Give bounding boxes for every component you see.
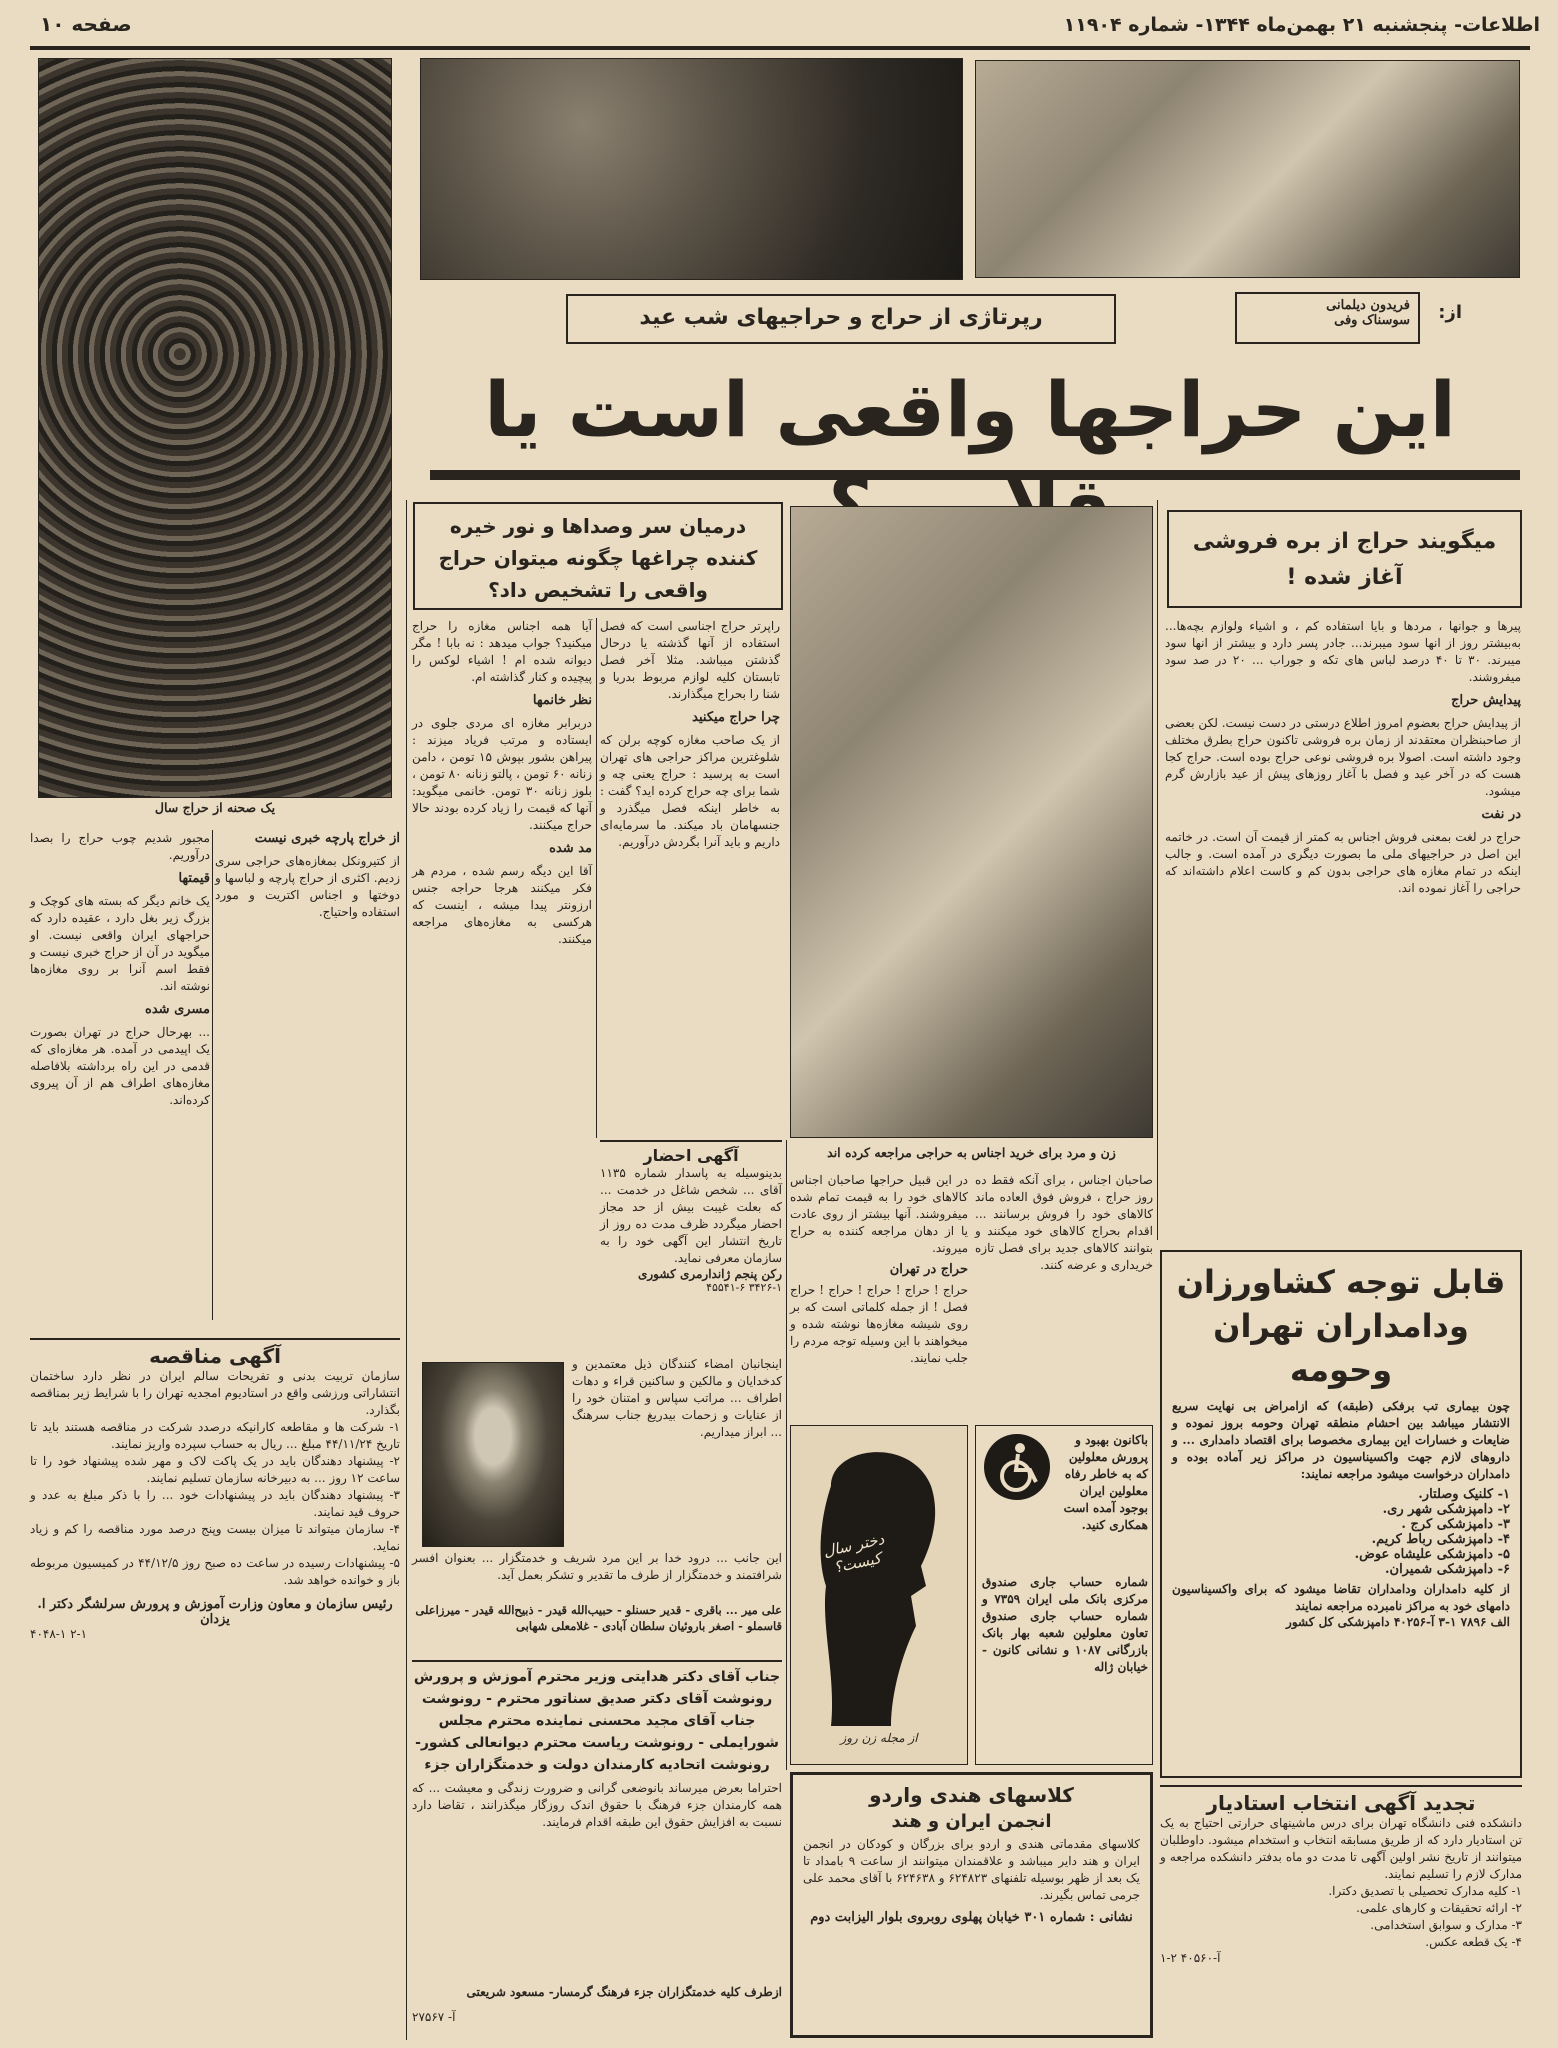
col4-para-3: ... بهرحال حراج در تهران بصورت یک اپیدمی در آمده. هر مغازه‌ای که قدمی در این راه برداشته بلافاصله مغازه‌های اطراف هم از آن پیروی کرده‌اند.	[30, 1025, 210, 1107]
lower-subhead: حراج در تهران	[889, 1262, 968, 1277]
col1-subhead-2: در نفت	[1481, 807, 1521, 822]
ad-handicapped	[975, 1425, 1153, 1765]
article-column-2	[600, 618, 780, 1138]
ad-women-caption: از مجله زن روز	[840, 1731, 918, 1745]
notice-monaqese-sign: رئیس سازمان و معاون وزارت آموزش و پرورش سرلشگر دکتر ا. یزدان	[37, 1597, 393, 1627]
ad-hindi-title: کلاسهای هندی واردو	[869, 1783, 1074, 1807]
ad-ostad-title: تجدید آگهی انتخاب استادیار	[1206, 1791, 1476, 1815]
ad-ostad-item-4: ۴- یک قطعه عکس.	[1425, 1935, 1522, 1949]
col3-para-1: آیا همه اجناس مغازه را حراج میکنید؟ جواب میدهد : نه بابا ! مگر دیوانه شده ام ! اشیاء لوکس را پیچیده و کنار گذاشته ام.	[412, 619, 592, 684]
col4-para-4: از کتیرونکل بمغازه‌های حراجی سری زدیم. اکثری از حراج پارچه و لباسها و دوختها و اجناس اکتریت و مورد استفاده واحتیاج.	[215, 854, 400, 919]
portrait-photo	[422, 1362, 564, 1547]
kicker-box: رپرتاژی از حراج و حراجیهای شب عید	[566, 294, 1116, 344]
author-1: فریدون دیلمانی	[1326, 298, 1410, 313]
byline-prefix: از:	[1438, 302, 1462, 323]
obituary-text-2: این جانب ... درود خدا بر این مرد شریف و خدمتگزار ... بعنوان افسر شرافتمند و خدمتگزار از طرف ما تقدیر و تشکر بعمل آید.	[412, 1551, 782, 1582]
photo-top-right	[975, 60, 1520, 278]
col1-para-3: حراج در لغت بمعنی فروش اجناس به کمتر از قیمت آن است. در خاتمه این اصل در حراجیهای ملی ما بصورت دیگری در آمده است. و جالب اینکه در تمام مغازه های حراجی بدون کم و کاست اعلام داشته‌اند که حراجی را آغاز نموده اند.	[1165, 830, 1521, 895]
ad-farmers-center-4: ۴- دامپزشکی رباط کریم.	[1371, 1532, 1510, 1547]
ad-farmers-center-2: ۲- دامپزشکی شهر ری.	[1382, 1502, 1510, 1517]
article-column-3	[412, 618, 592, 1138]
ad-ostad-item-3: ۳- مدارک و سوابق استخدامی.	[1370, 1918, 1522, 1932]
ad-farmers-center-3: ۳- دامپزشکی کرج .	[1401, 1517, 1510, 1532]
wheelchair-icon	[982, 1432, 1052, 1502]
col4-subhead-1: قیمتها	[178, 871, 210, 886]
col4-para-2: یک خانم دیگر که بسته های کوچک و بزرگ زیر بغل دارد ، عقیده دارد که حراجهای ایران واقعی نیست. او میگوید در آن از حراج خبری نیست و فقط اسم آنرا بر روی مغازه‌ها نوشته اند.	[30, 894, 210, 993]
ad-farmers-center-5: ۵- دامپزشکی علیشاه عوض.	[1354, 1547, 1510, 1562]
notice-monaqese-item-4: ۴- سازمان میتواند تا میزان بیست وپنج درصد مورد مناقصه را کم و زیاد نماید.	[30, 1522, 400, 1553]
byline-box	[1235, 292, 1420, 344]
col3-para-3: آقا این دیگه رسم شده ، مردم هر فکر میکنند هرجا حراجه جنس ارزونتر پیدا میشه ، اینست که هرکسی به مغازه‌های مراجعه میکنند.	[412, 864, 592, 946]
notice-hozur-sign: رکن پنجم ژاندارمری کشوری	[637, 1267, 782, 1281]
thanks-sign: ازطرف کلیه خدمتگزاران جزء فرهنگ گرمسار- مسعود شریعتی	[466, 1985, 782, 1999]
page-number: صفحه ۱۰	[40, 12, 132, 36]
column-rule-1	[1157, 500, 1158, 1240]
caption-center-photo: زن و مرد برای خرید اجناس به حراجی مراجعه کرده اند	[827, 1145, 1116, 1160]
box-left-heading: درمیان سر وصداها و نور خیره کننده چراغها چگونه میتوان حراج واقعی را تشخیص داد؟	[413, 502, 783, 610]
notice-monaqese	[30, 1338, 400, 2038]
ad-ostad-item-2: ۲- ارائه تحقیقات و کارهای علمی.	[1356, 1901, 1522, 1915]
ad-farmers-title-1: قابل توجه کشاورزان	[1176, 1263, 1506, 1301]
ad-handicapped-head: باکانون بهبود و پرورش معلولین که به خاطر رفاه معلولین ایران بوجود آمده است همکاری کنید.	[1063, 1433, 1148, 1532]
col3-para-2: دربرابر مغازه ای مردی جلوی در ایستاده و مرتب فریاد میزند : پیراهن بشور بپوش ۱۵ تومن ، دامن زنانه ۶۰ تومن ، پالتو زنانه ۸۰ تومن ، بلوز زنانه ۳۰ تومن. خانمی میگوید: آنها که قیمت را زیاد کرده بودند حالا حراج میکنند.	[412, 716, 592, 832]
notice-hozur	[600, 1140, 782, 1362]
lower-para-3: حراج ! حراج ! حراج ! حراج ! حراج فصل ! از جمله کلماتی است که بر روی شیشه مغازه‌ها نوشته شده و میخواهند با این وسیله توجه مردم را جلب نمایند.	[790, 1283, 968, 1365]
column-rule-2	[596, 618, 597, 1138]
ad-ostad-body: دانشکده فنی دانشگاه تهران برای درس ماشینهای حرارتی احتیاج به یک تن استادیار دارد که از طریق مسابقه انتخاب و استخدام میشود. داوطلبان میتوانند از تاریخ نشر اولین آگهی تا مدت دو ماه بدفتر دانشکده مراجعه و مدارک لازم را تسلیم نمایند.	[1160, 1816, 1522, 1881]
col3-subhead-2: مد شده	[549, 841, 592, 856]
ad-farmers	[1160, 1250, 1522, 1778]
col4-para-1: مجبور شدیم چوب حراج را بصدا درآوریم.	[30, 831, 210, 862]
ad-farmers-body: چون بیماری تب برفکی (طبقه) که ازامراض بی نهایت سریع الانتشار میباشد بین احشام منطقه تهران وحومه بروز نموده و ضایعات و خسارات این بیماری مخصوصا برای اقتصاد دامداری ... و داروهای لازم جهت واکسیناسیون در مراکز زیر آماده بوده و دامداران درخواست میشود مراجعه نمایند:	[1172, 1399, 1510, 1481]
column-rule-4	[212, 830, 213, 1320]
ad-farmers-footer: از کلیه دامداران ودامداران تقاضا میشود که برای واکسیناسیون دامهای خود به مراکز نامبرده مراجعه نمایند	[1172, 1582, 1510, 1613]
article-column-1	[1165, 618, 1521, 1258]
obituary-text-1: اینجانبان امضاء کنندگان ذیل معتمدین و کدخدایان و مالکین و ساکنین قراء و دهات اطراف ... مراتب سپاس و امتنان خود را از عنایات و زحمات بیدریغ جناب سرهنگ ... ابراز میداریم.	[572, 1357, 782, 1439]
ad-hindi	[790, 1772, 1153, 2038]
notice-monaqese-item-3: ۳- پیشنهاد دهندگان باید در پیشنهادات خود ... را با ذکر مبلغ به عدد و حروف قید نمایند.	[30, 1488, 400, 1519]
notice-monaqese-title: آگهی مناقصه	[149, 1344, 281, 1368]
photo-left-crowd	[38, 58, 392, 798]
notice-hozur-body: بدینوسیله به پاسدار شماره ۱۱۳۵ آقای ... شخص شاغل در خدمت ... که بعلت غیبت بیش از حد مجاز احضار میگردد ظرف مدت ده روز از تاریخ انتشار این آگهی خود را به سازمان معرفی نماید.	[600, 1166, 782, 1265]
thanks-title: جناب آقای دکتر هدایتی وزیر محترم آموزش و پرورش رونوشت آقای دکتر صدیق سناتور محترم - رونوشت جناب آقای مجید محسنی نماینده محترم مجلس شورایملی - رونوشت ریاست محترم دیوانعالی کشور- رونوشت اتحادیه کارمندان دولت و خدمتگزاران جزء	[412, 1660, 782, 1775]
col2-para-2: از یک صاحب مغازه کوچه برلن که شلوغترین مراکز حراجی های تهران است به پرسید : حراج یعنی چه و شما برای چه حراج کرده اید؟ گفت : به خاطر اینکه فصل میگذرد و جنسهامان باد میکند. ما سرمایه‌ای داریم و باید آنرا بگردش درآوریم.	[600, 733, 780, 849]
ad-ostad-item-1: ۱- کلیه مدارک تحصیلی با تصدیق دکترا.	[1328, 1884, 1522, 1898]
notice-hozur-ref: ۳۴۲۶-۱ ۴۵۵۴۱-۶	[706, 1281, 782, 1294]
article-column-5	[215, 830, 400, 1320]
ad-ostad	[1160, 1785, 1522, 2038]
column-rule-3	[406, 500, 407, 2040]
lower-para-2: در این قبیل حراجها صاحبان اجناس کالاهای خود را به قیمت تمام شده میفروشند. آنها بیشتر از روی عادت یا از دهان مراجعه کننده به حراج میروند.	[790, 1173, 968, 1255]
ad-hindi-body: کلاسهای مقدماتی هندی و اردو برای بزرگان و کودکان در انجمن ایران و هند دایر میباشد و علاقمندان میتوانند از ساعت ۹ بامداد تا یک بعد از ظهر بوسیله تلفنهای ۶۲۴۸۲۳ و ۶۲۴۶۳۸ با آقای محمد علی جرمی تماس بگیرند.	[803, 1837, 1141, 1902]
article-column-4	[30, 830, 210, 1320]
col1-para-2: از پیدایش حراج بعضوم امروز اطلاع درستی در دست نیست. لکن بعضی از صاحبنظران معتقدند از زمان بره فروشی تاکنون حراج بطرق مختلف وجود داشته است. اصولا بره فروشی نوعی حراج بوده است. حراج کجا هست که در آخر عید و فصل با آغاز روزهای پیش از عید بازارش گرم میشود.	[1165, 716, 1521, 798]
caption-left-photo: یک صحنه از حراج سال	[154, 800, 276, 815]
col2-subhead-1: چرا حراج میکنید	[692, 710, 780, 725]
lower-para-1: صاحبان اجناس ، برای آنکه فقط ده روز حراج ، فروش فوق العاده ماند کالاهای خود را فروش برسانند ... اقدام بحراج کالاهای خود میکنند و بتوانند کالاهای جدید برای فصل تازه خریداری و عرضه کنند.	[975, 1173, 1153, 1272]
masthead-info: اطلاعات- پنجشنبه ۲۱ بهمن‌ماه ۱۳۴۴- شماره ۱۱۹۰۴	[1063, 14, 1540, 36]
col3-subhead-1: نظر خانمها	[532, 693, 592, 708]
col4-subhead-2: مسری شده	[145, 1002, 210, 1017]
photo-center-shoppers	[790, 506, 1153, 1138]
lower-article-left	[790, 1172, 968, 1422]
col2-para-1: راپرتر حراج اجناسی است که فصل استفاده از آنها گذشته یا درحال گذشتن میباشد. مثلا آخر فصل تابستان کلیه لوازم مربوط بدریا و شنا را بحراج میگذارند.	[600, 619, 780, 701]
thanks-body: احتراما بعرض میرساند بانوضعی گرانی و ضرورت زندگی و معیشت ... که همه کارمندان جزء فرهنگ با حقوق اندک روزگار میگذرانند ، تقاضا دارد نسبت به افزایش حقوق این طبقه اقدام فرمایند.	[412, 1781, 782, 1829]
ad-farmers-ref: الف ۷۸۹۶ ۱-۳ آ-۴۰۲۵۶ دامپزشکی کل کشور	[1286, 1615, 1510, 1629]
main-headline: این حراجها واقعی است یا	[484, 365, 1456, 454]
notice-monaqese-ref: ۲-۱ ۴۰۴۸-۱	[30, 1627, 88, 1641]
headline-rule	[430, 470, 1520, 480]
author-2: سوسناک وفی	[1334, 313, 1410, 328]
ad-handicapped-body: شماره حساب جاری صندوق مرکزی بانک ملی ایران ۷۳۵۹ و شماره حساب جاری صندوق تعاون معلولین شعبه بهار بانک بازرگانی ۱۰۸۷ و نشانی کانون - خیابان ژاله	[982, 1575, 1148, 1674]
ad-farmers-center-1: ۱- کلنیک وصلتار.	[1418, 1487, 1510, 1502]
notice-monaqese-body: سازمان تربیت بدنی و تفریحات سالم ایران در نظر دارد ساختمان انتشاراتی ورزشی واقع در استادیوم امجدیه تهران را با شرایط زیر بمناقصه بگذارد.	[30, 1369, 400, 1417]
column-rule-5	[786, 1140, 787, 1770]
box-right-heading: میگویند حراج از بره فروشی آغاز شده !	[1167, 510, 1522, 608]
col1-para-1: پیرها و جوانها ، مردها و بایا استفاده کم ، و اشیاء ولوازم بچه‌ها... به‌بیشتر روز از انها سود میبرند... جادر پسر دارد و بیشتر از انها سود میبرند. ۳۰ تا ۴۰ درصد لباس های تکه و جوراب ... ۲۰ در صد سود میفروشند.	[1165, 619, 1521, 684]
notice-hozur-title: آگهی احضار	[643, 1146, 739, 1165]
photo-top-center	[420, 58, 963, 280]
masthead-rule	[30, 46, 1530, 50]
col4-subhead-3: از خراج پارچه خبری نیست	[254, 831, 400, 846]
obituary-names: علی میر ... باقری - قدیر حسنلو - حبیب‌الله قیدر - ذبیح‌الله قیدر - میرزاعلی قاسملو - اصغر باروئیان سلطان آبادی - غلامعلی شهابی	[415, 1603, 782, 1633]
ad-farmers-title-2: ودامداران تهران وحومه	[1213, 1307, 1469, 1389]
ad-women-script: دختر سال کیست؟	[821, 1530, 886, 1577]
ad-ostad-ref: آ-۴۰۵۶۰ ۲-۱	[1160, 1951, 1221, 1965]
ad-hindi-address: نشانی : شماره ۳۰۱ خیابان پهلوی روبروی بلوار الیزابت دوم	[810, 1910, 1133, 1925]
notice-monaqese-item-5: ۵- پیشنهادات رسیده در ساعت ده صبح روز ۴۴/۱۲/۵ در کمیسیون مربوطه باز و خوانده خواهد شد.	[30, 1556, 400, 1587]
notice-monaqese-item-2: ۲- پیشنهاد دهندگان باید در یک پاکت لاک و مهر شده پیشنهاد خود را تا ساعت ۱۲ روز ... به دبیرخانه سازمان تسلیم نمایند.	[30, 1454, 400, 1485]
notice-monaqese-item-1: ۱- شرکت ها و مقاطعه کارانیکه درصدد شرکت در مناقصه هستند باید تا تاریخ ۴۴/۱۱/۲۴ مبلغ ... ریال به حساب سپرده واریز نمایند.	[30, 1420, 400, 1451]
ad-hindi-subtitle: انجمن ایران و هند	[891, 1811, 1052, 1832]
ad-women-magazine	[790, 1425, 968, 1765]
col1-subhead-1: پیدایش حراج	[1451, 693, 1521, 708]
lower-article-right	[975, 1172, 1153, 1422]
ad-farmers-center-6: ۶- دامپزشکی شمیران.	[1385, 1562, 1510, 1577]
thanks-ref: آ- ۲۷۵۶۷	[412, 2010, 456, 2024]
